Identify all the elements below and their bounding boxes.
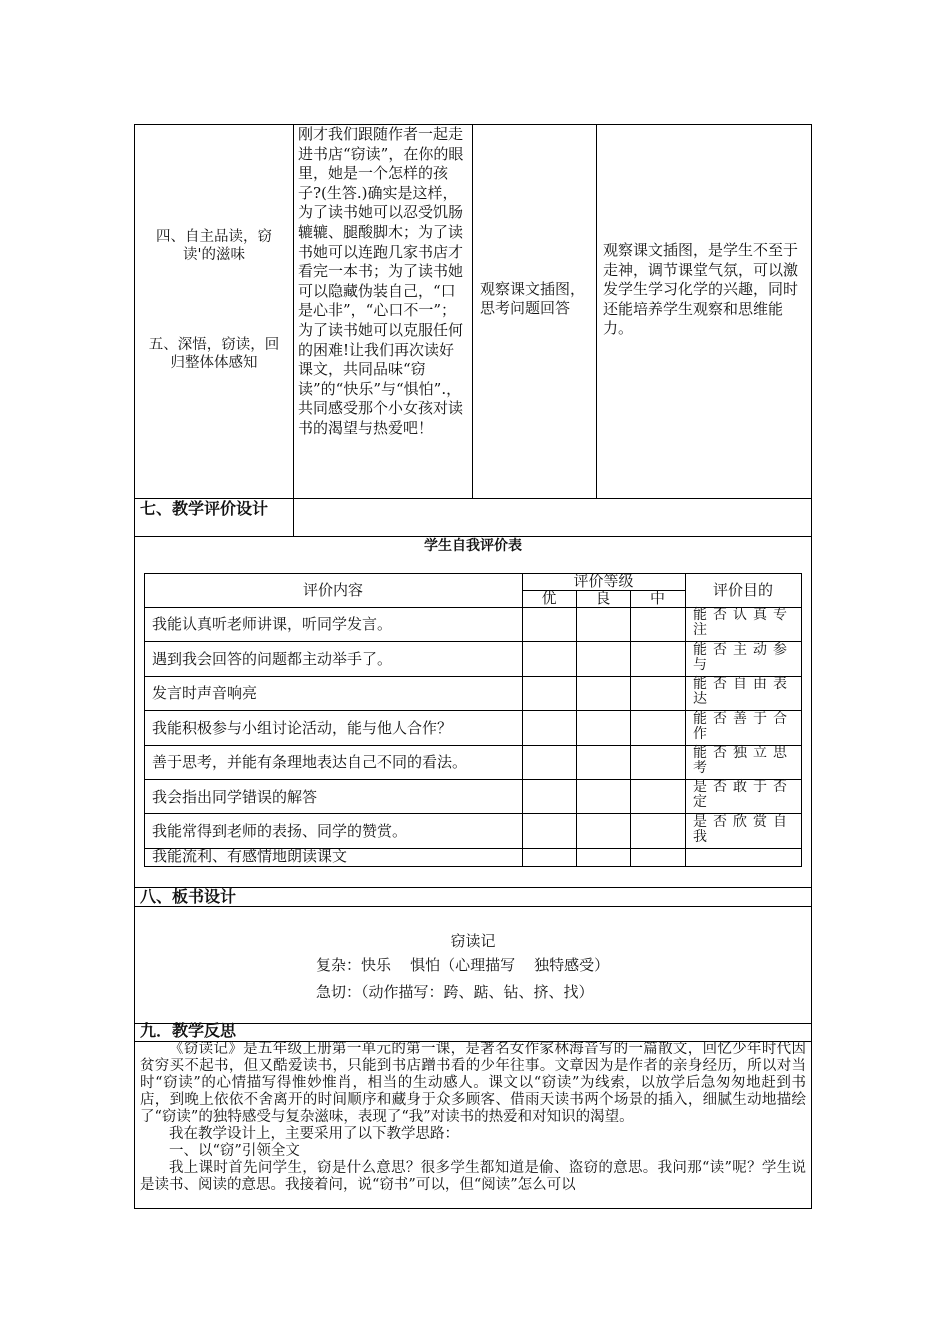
eval-header-content: 评价内容	[302, 581, 363, 599]
eval-row-content: 发言时声音响亮	[152, 684, 258, 702]
eval-grade-medium: 中	[649, 589, 665, 607]
reflection-paragraph: 我在教学设计上，主要采用了以下教学思路：	[169, 1126, 459, 1142]
eval-table-title: 学生自我评价表	[424, 538, 522, 554]
eval-row-content: 我能常得到老师的表扬、同学的赞赏。	[152, 822, 408, 840]
board-line-2: 急切：（动作描写：跨、踮、钻、挤、找）	[316, 983, 594, 1001]
reflection-paragraph: 一、以“窃”引领全文	[169, 1143, 300, 1159]
eval-row-content: 遇到我会回答的问题都主动举手了。	[152, 650, 393, 668]
eval-row-content: 我能认真听老师讲课，听同学发言。	[152, 615, 393, 633]
eval-grade-good: 良	[595, 589, 611, 607]
eval-grade-excellent: 优	[541, 589, 557, 607]
eval-row-content: 我能积极参与小组讨论活动，能与他人合作？	[152, 719, 453, 737]
section-9-title: 九．教学反思	[140, 1021, 237, 1040]
board-line-1: 复杂：快乐 惧怕（心理描写 独特感受）	[316, 956, 610, 974]
section-7-title: 七、教学评价设计	[140, 499, 269, 518]
eval-row-content: 我能流利、有感情地朗读课文	[152, 847, 348, 865]
reflection-text	[140, 1041, 806, 1208]
step-4-label: 四、自主品读，窃读'的滋味	[156, 229, 272, 263]
board-title: 窃读记	[450, 932, 496, 950]
step-5-label: 五、深悟，窃读，回归整体体感知	[148, 337, 280, 371]
design-intent: 观察课文插图，是学生不至于走神，调节课堂气氛，可以激发学生学习化学的兴趣，同时还能培养学生观察和思维能力。	[603, 241, 799, 337]
eval-row-purpose: 能否认真专注	[693, 607, 793, 638]
eval-row-purpose: 能否主动参与	[693, 642, 793, 673]
teacher-activity: 刚才我们跟随作者一起走进书店“窃读”，在你的眼里，她是一个怎样的孩子?(生答.)确实是这样，为了读书她可以忍受饥肠辘辘、腿酸脚木；为了读书她可以连跑几家书店才看完一本书；为了读书她可以隐藏伪装自己，“口是心非”，“心口不一”；为了读书她可以克服任何的困难!让我们再次读好课文，共同品味“窃读”的“快乐”与“惧怕”.，共同感受那个小女孩对读书的渴望与热爱吧！	[298, 125, 464, 437]
reflection-paragraph: 我上课时首先问学生，窃是什么意思？很多学生都知道是偷、盗窃的意思。我问那“读”呢？学生说是读书、阅读的意思。我接着问，说“窃书”可以，但“阅读”怎么可以	[140, 1160, 806, 1193]
eval-header-level: 评价等级	[573, 572, 634, 590]
eval-row-purpose: 能否善于合作	[693, 711, 793, 742]
section-8-title: 八、板书设计	[140, 887, 237, 906]
student-activity: 观察课文插图，思考问题回答	[480, 280, 586, 317]
reflection-paragraph: 《窃读记》是五年级上册第一单元的第一课，是著名女作家林海音写的一篇散文，回忆少年时代因贫穷买不起书，但又酷爱读书，只能到书店蹭书看的少年往事。文章因为是作者的亲身经历，所以对当时“窃读”的心情描写得惟妙惟肖，相当的生动感人。课文以“窃读”为线索，以放学后急匆匆地赶到书店，到晚上依依不舍离开的时间顺序和藏身于众多顾客、借雨天读书两个场景的插入，细腻生动地描绘了“窃读”的独特感受与复杂滋味，表现了“我”对读书的热爱和对知识的渴望。	[140, 1041, 806, 1125]
eval-row-content: 我会指出同学错误的解答	[152, 788, 318, 806]
eval-row-purpose: 是否欣赏自我	[693, 814, 793, 845]
eval-row-purpose: 能否独立思考	[693, 745, 793, 776]
eval-row-purpose: 是否敢于否定	[693, 779, 793, 810]
eval-header-purpose: 评价目的	[712, 581, 773, 599]
eval-row-content: 善于思考，并能有条理地表达自己不同的看法。	[152, 753, 468, 771]
eval-row-purpose: 能否自由表达	[693, 676, 793, 707]
